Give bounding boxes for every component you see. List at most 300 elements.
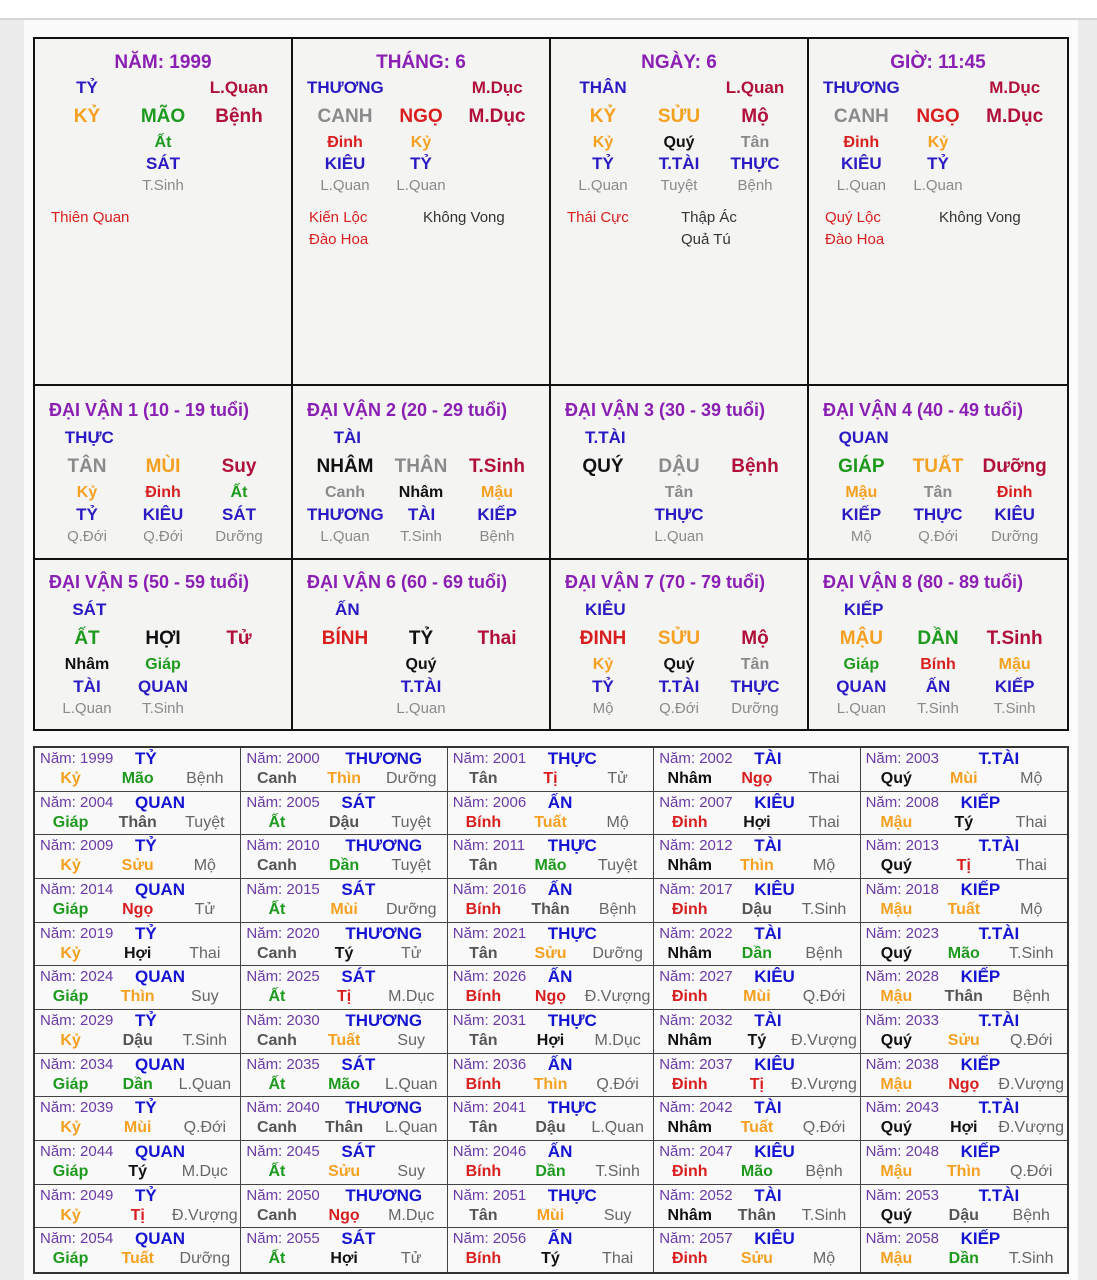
year-cell — [861, 835, 1067, 879]
pillar-r2-item: CANH — [833, 106, 889, 127]
dai-van-r5-row — [551, 698, 807, 720]
year-branch: Tị — [130, 1206, 145, 1224]
year-label: Năm: 2039 — [40, 1099, 114, 1117]
dai-van-r3-row — [293, 482, 549, 504]
year-god: ẤN — [547, 1054, 573, 1074]
note-right-item: Thập Ác — [681, 209, 737, 226]
year-stage: Thai — [1015, 857, 1047, 875]
pillar-hour — [809, 39, 1067, 386]
year-god: QUAN — [135, 792, 186, 812]
year-detail-row — [448, 988, 653, 1006]
year-stage: Bệnh — [805, 944, 843, 962]
year-stage: T.Sinh — [182, 1032, 228, 1049]
year-detail-row — [35, 1119, 240, 1137]
dai-van-spacer — [726, 596, 807, 624]
year-stage: Thai — [808, 770, 840, 787]
year-god: TÀI — [754, 1185, 782, 1205]
year-branch: Mùi — [743, 988, 771, 1006]
dai-van-r4-row — [551, 504, 807, 526]
year-detail-row — [654, 901, 859, 919]
pillar-title: GIỜ: 11:45 — [890, 52, 986, 73]
dai-van-r3-item: Bính — [920, 656, 956, 673]
year-god: ẤN — [547, 967, 573, 987]
pillar-r5-item — [976, 175, 1053, 197]
year-label: Năm: 2048 — [865, 1143, 939, 1160]
year-god: T.TÀI — [978, 1185, 1020, 1205]
year-label: Năm: 2012 — [659, 837, 733, 855]
year-stage: Mộ — [812, 1250, 836, 1268]
year-detail-row — [35, 814, 240, 832]
dai-van-r5-item — [565, 526, 641, 548]
dai-van-r5-row — [809, 698, 1067, 720]
pillar-r2-row — [551, 102, 807, 132]
year-label: Năm: 2047 — [659, 1143, 733, 1160]
dai-van-r4-item: TỶ — [76, 505, 98, 524]
year-detail-row — [35, 857, 240, 875]
dai-van-r2-item: SỬU — [657, 628, 701, 649]
year-branch: Sửu — [328, 1163, 361, 1180]
dai-van-r4-item — [307, 676, 383, 698]
year-god: QUAN — [135, 1054, 186, 1074]
pillar-notes — [809, 207, 1067, 255]
year-branch: Mùi — [950, 770, 978, 787]
year-stem: Tân — [469, 770, 498, 787]
year-stem: Giáp — [52, 813, 89, 831]
dai-van-r4-item: KIÊU — [994, 505, 1035, 524]
year-label: Năm: 2031 — [452, 1012, 527, 1029]
year-god: KIÊU — [754, 880, 795, 899]
dai-van-god: TÀI — [333, 428, 362, 447]
year-branch: Dậu — [328, 813, 360, 831]
year-label: Năm: 2005 — [246, 793, 320, 811]
year-cell — [861, 748, 1067, 792]
dai-van-r5-item: L.Quan — [62, 700, 112, 717]
dai-van-r2-row — [551, 452, 807, 482]
year-detail-row — [35, 1076, 240, 1094]
year-stage: Mộ — [1020, 901, 1043, 918]
year-detail-row — [35, 988, 240, 1006]
year-stem: Tân — [469, 944, 498, 962]
year-stage: Q.Đới — [183, 1119, 227, 1137]
dai-van-r3-row — [809, 482, 1067, 504]
top-strip — [0, 0, 1097, 20]
dai-van-r3-item — [307, 654, 383, 676]
year-god: THƯƠNG — [345, 749, 423, 768]
pillar-r2-item: CANH — [317, 106, 373, 127]
pillar-r4-row — [293, 153, 549, 175]
dai-van-r2-item: Bệnh — [731, 456, 779, 477]
year-god: KIÊU — [754, 792, 795, 812]
year-god: ẤN — [547, 792, 573, 812]
dai-van-spacer — [726, 424, 807, 452]
year-detail-row — [448, 770, 653, 788]
year-branch: Mão — [740, 1163, 773, 1180]
year-god: T.TÀI — [978, 923, 1020, 943]
year-cell — [35, 748, 241, 792]
year-detail-row — [241, 770, 446, 788]
dai-van-r5-row — [551, 526, 807, 548]
year-god: QUAN — [135, 880, 186, 899]
dai-van-r3-item — [565, 482, 641, 504]
dai-van-title: ĐẠI VẬN 3 (30 - 39 tuổi) — [565, 400, 766, 420]
year-detail-row — [241, 814, 446, 832]
dai-van-r5-item: T.Sinh — [993, 700, 1036, 717]
dai-van-r3-item: Ất — [230, 484, 248, 501]
year-branch: Thân — [324, 1119, 364, 1137]
year-god: SÁT — [341, 1054, 376, 1074]
year-stem: Giáp — [52, 988, 89, 1006]
year-label: Năm: 2055 — [246, 1230, 320, 1248]
year-god: KIÊU — [754, 1229, 795, 1249]
year-stem: Mậu — [880, 988, 913, 1006]
dai-van-spacer — [904, 596, 985, 624]
year-god: QUAN — [135, 1142, 186, 1161]
year-branch: Dậu — [741, 901, 772, 918]
year-label: Năm: 2038 — [865, 1055, 939, 1073]
pillar-r3-item — [201, 132, 277, 153]
dai-van-r2-row — [35, 624, 291, 654]
pillar-r1-item — [641, 74, 717, 102]
pillar-title: NĂM: 1999 — [114, 52, 212, 73]
year-cell — [35, 1097, 241, 1141]
year-detail-row — [448, 1250, 653, 1268]
year-branch: Mùi — [123, 1119, 152, 1137]
year-stage: Suy — [191, 988, 219, 1006]
dai-van-r3-item: Nhâm — [64, 656, 110, 673]
year-detail-row — [448, 1032, 653, 1050]
pillar-month — [293, 39, 551, 386]
pillar-r3-row — [551, 132, 807, 153]
dai-van-r3-row — [293, 654, 549, 676]
year-label: Năm: 2053 — [865, 1186, 939, 1204]
year-label: Năm: 2040 — [246, 1099, 320, 1117]
year-branch: Dậu — [122, 1032, 153, 1049]
year-stem: Ất — [268, 813, 286, 831]
year-stem: Bính — [465, 1250, 502, 1268]
year-stage: Q.Đới — [802, 988, 846, 1006]
dai-van-r3-item: Kỷ — [592, 656, 614, 673]
dai-van-title: ĐẠI VẬN 7 (70 - 79 tuổi) — [565, 572, 766, 592]
year-label: Năm: 2029 — [40, 1012, 114, 1029]
pillar-r2-item: NGỌ — [399, 106, 443, 127]
year-stem: Mậu — [880, 1163, 913, 1180]
year-label: Năm: 2013 — [865, 837, 939, 855]
year-cell — [35, 966, 241, 1010]
year-branch: Tý — [954, 813, 974, 831]
year-branch: Thìn — [533, 1075, 568, 1093]
year-detail-row — [448, 1207, 653, 1225]
pillar-r3-item: Đinh — [327, 134, 363, 151]
year-branch: Ngọ — [948, 1075, 980, 1093]
year-stage: Bệnh — [1012, 1206, 1050, 1224]
year-stem: Quý — [880, 770, 912, 787]
pillar-r4-item: THỰC — [730, 154, 780, 173]
dai-van-r2-item: Mộ — [741, 628, 769, 649]
pillar-r5-item — [201, 175, 277, 197]
year-cell — [448, 835, 654, 879]
year-branch: Dần — [535, 1163, 566, 1180]
dai-van-r4-item: QUAN — [137, 677, 189, 696]
pillar-r5-item: L.Quan — [836, 177, 886, 194]
year-branch: Dần — [328, 857, 360, 875]
year-stage: Tuyệt — [185, 813, 225, 831]
year-detail-row — [241, 857, 446, 875]
dai-van-spacer — [210, 596, 291, 624]
dai-van-r2-item: T.Sinh — [469, 456, 525, 477]
year-stem: Mậu — [880, 1250, 913, 1268]
year-label: Năm: 2041 — [452, 1099, 527, 1117]
dai-van-title: ĐẠI VẬN 5 (50 - 59 tuổi) — [49, 572, 250, 592]
year-cell — [861, 1141, 1067, 1185]
dai-van-spacer — [904, 424, 985, 452]
dai-van-r4-item: THỰC — [730, 677, 780, 696]
pillar-r1-row — [35, 74, 291, 102]
dai-van-r4-item: QUAN — [836, 677, 887, 696]
year-label: Năm: 2036 — [452, 1055, 527, 1073]
year-detail-row — [241, 1119, 446, 1137]
year-label: Năm: 2026 — [452, 968, 527, 986]
year-cell — [448, 792, 654, 836]
year-stem: Tân — [469, 1032, 498, 1049]
pillar-day — [551, 39, 809, 386]
year-stem: Quý — [880, 1032, 912, 1049]
pillar-r1-item — [900, 74, 977, 102]
year-label: Năm: 2015 — [246, 881, 320, 898]
year-cell — [654, 792, 860, 836]
year-stage: Suy — [603, 1206, 632, 1224]
year-branch: Thân — [118, 813, 157, 831]
year-stem: Ất — [268, 901, 286, 918]
year-god: SÁT — [341, 967, 376, 987]
pillar-r4-item — [201, 153, 277, 175]
year-branch: Thìn — [327, 770, 361, 787]
dai-van-god: KIÊU — [585, 600, 626, 619]
year-cell — [654, 748, 860, 792]
dai-van-r3-item: Kỷ — [76, 484, 98, 501]
year-label: Năm: 2033 — [865, 1012, 939, 1029]
note-left-item: Kiến Lộc — [309, 209, 368, 226]
year-stem: Canh — [256, 770, 297, 787]
year-label: Năm: 2009 — [40, 837, 114, 855]
year-cell — [448, 1010, 654, 1054]
year-stem: Ất — [268, 1250, 286, 1268]
pillar-r1-item: THƯƠNG — [823, 78, 900, 97]
year-cell — [35, 923, 241, 967]
dai-van-god: QUAN — [838, 428, 889, 447]
year-stem: Bính — [465, 813, 502, 831]
year-stage: Đ.Vượng — [998, 1119, 1065, 1137]
dai-van-r4-item: KIẾP — [994, 677, 1035, 696]
dai-van-r2-item: ẤT — [74, 628, 100, 649]
year-cell — [448, 1228, 654, 1272]
year-cell — [35, 1228, 241, 1272]
year-stem: Canh — [256, 1032, 297, 1049]
year-branch: Hợi — [330, 1250, 358, 1268]
dai-van-r3-item: Mậu — [481, 484, 513, 501]
dai-van-r3-item: Quý — [663, 656, 695, 673]
year-cell — [861, 792, 1067, 836]
year-label: Năm: 2056 — [452, 1230, 527, 1248]
year-god: KIÊU — [754, 967, 795, 987]
year-stem: Kỷ — [60, 1032, 81, 1049]
year-detail-row — [654, 988, 859, 1006]
year-stage: Tử — [194, 901, 216, 918]
pillar-notes — [35, 207, 291, 255]
year-branch: Sửu — [740, 1250, 773, 1268]
year-detail-row — [654, 770, 859, 788]
year-label: Năm: 2006 — [452, 793, 527, 811]
year-stem: Giáp — [52, 1075, 89, 1093]
year-god: KIẾP — [960, 792, 1001, 812]
year-detail-row — [35, 770, 240, 788]
year-stem: Quý — [880, 1206, 912, 1224]
year-cell — [861, 1097, 1067, 1141]
year-cell — [448, 923, 654, 967]
dai-van-r4-item: T.TÀI — [658, 677, 700, 696]
year-branch: Dậu — [948, 1206, 979, 1224]
year-branch: Mão — [328, 1075, 361, 1093]
year-detail-row — [241, 945, 446, 963]
year-god: THỰC — [547, 1098, 597, 1118]
dai-van-r5-item: Dưỡng — [215, 528, 263, 545]
year-stage: M.Dục — [388, 988, 435, 1006]
year-label: Năm: 2046 — [452, 1143, 527, 1160]
year-branch: Dần — [741, 944, 772, 962]
year-god: THƯƠNG — [345, 1098, 423, 1118]
pillar-r4-item: TỶ — [410, 154, 432, 173]
pillar-r4-item: T.TÀI — [658, 154, 700, 173]
dai-van-r3-item: Giáp — [843, 656, 880, 673]
year-god: SÁT — [341, 1229, 376, 1249]
year-branch: Tị — [543, 770, 558, 787]
pillar-r2-item: KỶ — [589, 106, 617, 127]
dai-van-god-row — [35, 424, 291, 452]
year-stage: Q.Đới — [596, 1075, 639, 1093]
year-label: Năm: 2004 — [40, 793, 114, 811]
pillar-r1-item: M.Dục — [989, 78, 1041, 97]
dai-van-r5-row — [35, 698, 291, 720]
pillar-r3-row — [35, 132, 291, 153]
year-branch: Dậu — [535, 1119, 566, 1137]
year-stem: Canh — [256, 1206, 297, 1224]
dai-van-god: KIẾP — [843, 600, 884, 619]
pillar-r1-row — [809, 74, 1067, 102]
pillar-title: NGÀY: 6 — [641, 52, 717, 73]
dai-van-r3-item — [717, 482, 793, 504]
dai-van-r3-item: Canh — [325, 484, 365, 501]
year-detail-row — [241, 1163, 446, 1181]
year-god: T.TÀI — [978, 1011, 1020, 1030]
year-stage: Mộ — [193, 857, 216, 875]
year-cell — [241, 923, 447, 967]
year-stage: Đ.Vượng — [584, 988, 651, 1006]
dai-van-r5-item: L.Quan — [654, 528, 704, 545]
year-stage: Mộ — [606, 813, 629, 831]
pillar-r2-row — [809, 102, 1067, 132]
dai-van-r2-item: THÂN — [394, 456, 448, 477]
year-detail-row — [654, 1032, 859, 1050]
year-detail-row — [448, 1076, 653, 1094]
dai-van-god-row — [35, 596, 291, 624]
dai-van-r4-item: ẤN — [925, 677, 951, 696]
year-branch: Tuất — [327, 1032, 361, 1049]
year-god: KIẾP — [960, 880, 1001, 899]
year-detail-row — [654, 814, 859, 832]
year-god: QUAN — [135, 967, 186, 987]
dai-van-r2-item: QUÝ — [582, 456, 624, 477]
year-god: TỶ — [135, 749, 157, 768]
year-cell — [654, 1185, 860, 1229]
dai-van-r2-item: ĐINH — [579, 628, 627, 649]
year-detail-row — [241, 1207, 446, 1225]
year-cell — [241, 1054, 447, 1098]
dai-van-r4-item — [201, 676, 277, 698]
pillar-r2-row — [35, 102, 291, 132]
year-stem: Ất — [268, 1075, 286, 1093]
dai-van-r4-item: THỰC — [654, 505, 704, 524]
dai-van-8 — [809, 560, 1067, 729]
dai-van-r4-item — [565, 504, 641, 526]
year-god: THỰC — [547, 836, 597, 856]
dai-van-r5-item: Mộ — [592, 700, 614, 717]
pillar-r1-item: L.Quan — [725, 78, 785, 97]
year-branch: Tuất — [740, 1119, 774, 1137]
year-god: QUAN — [135, 1229, 186, 1249]
year-label: Năm: 2058 — [865, 1230, 939, 1248]
pillar-r3-item: Quý — [663, 134, 695, 151]
year-stem: Bính — [465, 988, 502, 1006]
year-cell — [35, 1010, 241, 1054]
year-stage: Tử — [607, 770, 628, 787]
year-branch: Tuất — [121, 1250, 154, 1268]
year-branch: Ngọ — [328, 1206, 360, 1224]
dai-van-7 — [551, 560, 809, 729]
pillar-r5-item: L.Quan — [578, 177, 628, 194]
year-detail-row — [861, 945, 1067, 963]
year-label: Năm: 2016 — [452, 881, 527, 898]
year-detail-row — [35, 1250, 240, 1268]
year-stem: Canh — [256, 1119, 297, 1137]
year-stem: Mậu — [880, 1075, 913, 1093]
year-stem: Đinh — [671, 1163, 708, 1180]
year-stage: M.Dục — [388, 1206, 435, 1224]
year-detail-row — [861, 1076, 1067, 1094]
year-cell — [241, 1185, 447, 1229]
year-detail-row — [35, 1032, 240, 1050]
year-detail-row — [861, 857, 1067, 875]
year-stage: T.Sinh — [801, 901, 847, 918]
year-stage: Tuyệt — [597, 857, 638, 875]
year-god: THƯƠNG — [345, 1185, 423, 1205]
pillar-r5-row — [809, 175, 1067, 197]
year-god: KIÊU — [754, 1054, 795, 1074]
year-stage: Thai — [189, 944, 221, 962]
dai-van-title: ĐẠI VẬN 2 (20 - 29 tuổi) — [307, 400, 508, 420]
dai-van-spacer — [468, 424, 549, 452]
dai-van-r2-item: Suy — [221, 456, 257, 477]
dai-van-r4-item — [717, 504, 793, 526]
year-label: Năm: 2001 — [452, 750, 527, 767]
dai-van-r5-row — [293, 526, 549, 548]
year-detail-row — [654, 945, 859, 963]
year-detail-row — [448, 857, 653, 875]
year-stem: Giáp — [52, 1163, 89, 1180]
year-cell — [654, 835, 860, 879]
year-stage: Tuyệt — [391, 813, 431, 831]
year-branch: Tuất — [534, 813, 567, 831]
year-stage: Tử — [400, 1250, 422, 1268]
pillars-grid — [33, 37, 1069, 731]
